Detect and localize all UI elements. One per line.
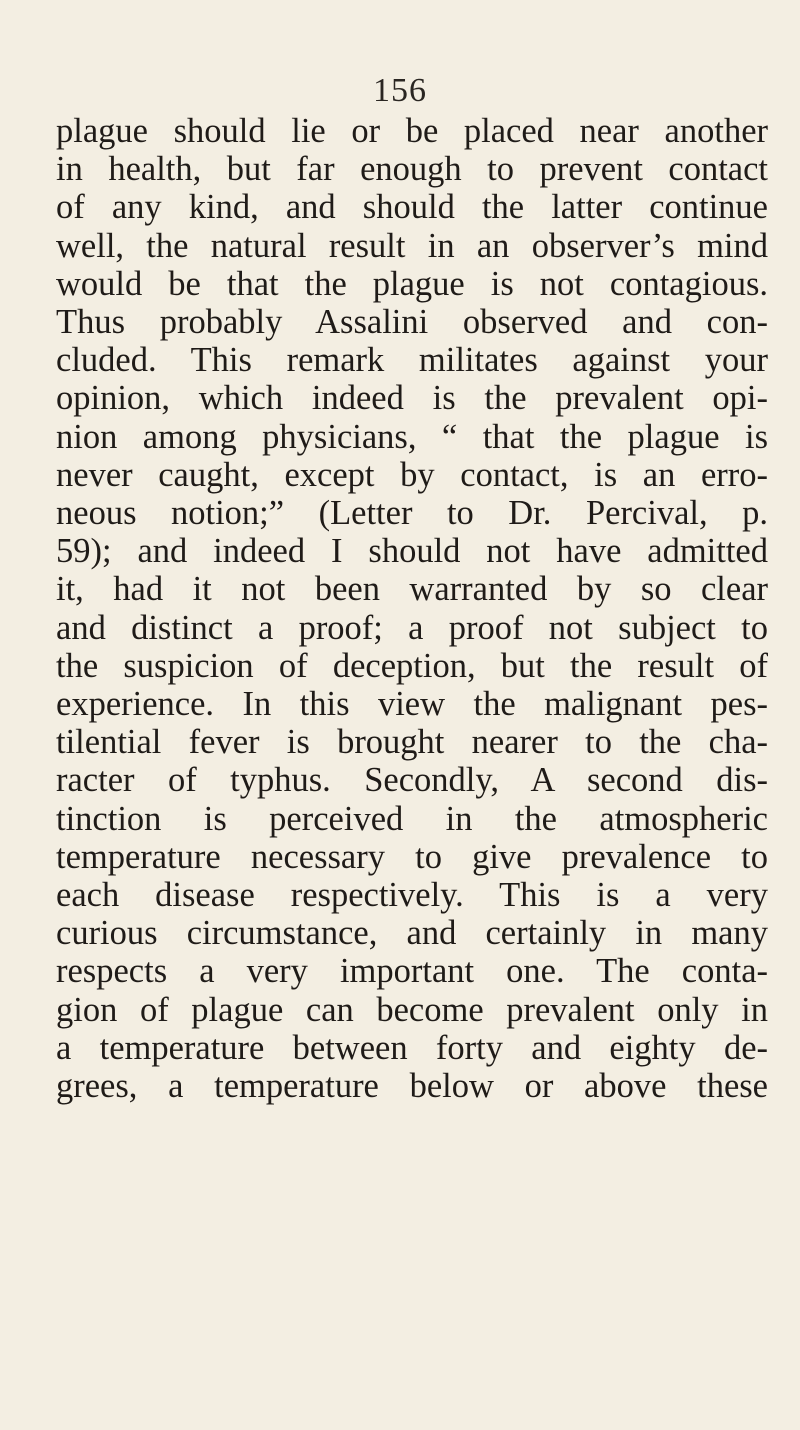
text-line: grees, a temperature below or above these bbox=[56, 1067, 768, 1106]
text-line: in health, but far enough to prevent contact bbox=[56, 150, 768, 189]
text-line: would be that the plague is not contagious. bbox=[56, 264, 768, 303]
text-line: experience. In this view the malignant pes- bbox=[56, 685, 768, 724]
text-line: neous notion;” (Letter to Dr. Percival, p. bbox=[56, 494, 768, 533]
text-line: racter of typhus. Secondly, A second dis- bbox=[56, 761, 768, 800]
text-line: opinion, which indeed is the prevalent opi- bbox=[56, 379, 768, 418]
text-line: the suspicion of deception, but the result of bbox=[56, 646, 768, 685]
text-line: Thus probably Assalini observed and con- bbox=[56, 303, 768, 342]
page-number: 156 bbox=[373, 72, 427, 109]
text-line: tilential fever is brought nearer to the cha- bbox=[56, 723, 768, 762]
text-line: curious circumstance, and certainly in many bbox=[56, 914, 768, 953]
text-line: it, had it not been warranted by so clear bbox=[56, 570, 768, 609]
text-line: 59); and indeed I should not have admitted bbox=[56, 532, 768, 571]
text-line: and distinct a proof; a proof not subject to bbox=[56, 608, 768, 647]
text-line: a temperature between forty and eighty de- bbox=[56, 1028, 768, 1067]
page-body-text bbox=[56, 112, 768, 1105]
text-line: gion of plague can become prevalent only in bbox=[56, 990, 768, 1029]
text-line: each disease respectively. This is a very bbox=[56, 876, 768, 915]
text-line: tinction is perceived in the atmospheric bbox=[56, 799, 768, 838]
text-line: plague should lie or be placed near another bbox=[56, 112, 768, 150]
text-line: nion among physicians, “ that the plague is bbox=[56, 417, 768, 456]
text-line: well, the natural result in an observer’s mind bbox=[56, 226, 768, 265]
text-line: of any kind, and should the latter continue bbox=[56, 188, 768, 227]
text-line: never caught, except by contact, is an erro- bbox=[56, 455, 768, 494]
text-line: respects a very important one. The conta- bbox=[56, 952, 768, 991]
text-line: cluded. This remark militates against your bbox=[56, 341, 768, 380]
text-line: temperature necessary to give prevalence to bbox=[56, 837, 768, 876]
